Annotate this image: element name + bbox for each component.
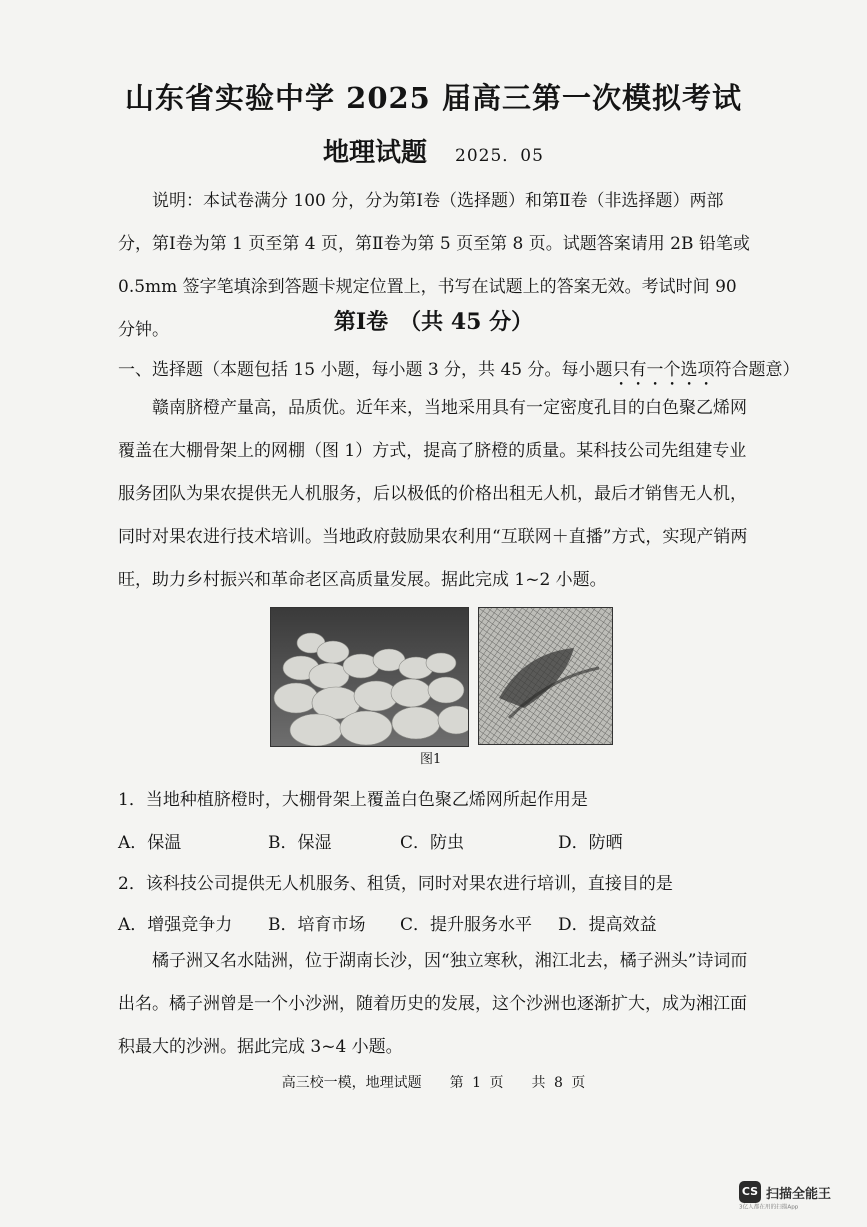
question-1-stem: 1．当地种植脐橙时，大棚骨架上覆盖白色聚乙烯网所起作用是 [118,790,588,810]
q2-option-c: C．提升服务水平 [400,915,533,935]
passage-1: 赣南脐橙产量高，品质优。近年来，当地采用具有一定密度孔目的白色聚乙烯网覆盖在大棚骨架上的网棚（图 1）方式，提高了脐橙的质量。某科技公司先组建专业服务团队为果农提供无人机服务，后以极低的价格出租无人机，最后才销售无人机，同时对果农进行技术培训。当地政府鼓励果农利用“互联网＋直播”方式，实现产销两旺，助力乡村振兴和革命老区高质量发展。据此完成 1~2 小题。 [118,398,748,590]
part-heading [118,355,800,390]
subject-title: 地理试题 [323,138,428,168]
scanner-tagline: 3亿人都在用的扫描App [739,1203,799,1211]
net-closeup-photo [478,607,613,745]
part-heading-suffix: 符合题意） [714,360,800,380]
scanner-logo-icon: CS [739,1181,761,1203]
q1-option-d: D．防晒 [558,833,623,853]
q1-option-b: B．保湿 [268,833,332,853]
passage-2: 橘子洲又名水陆洲，位于湖南长沙，因“独立寒秋，湘江北去，橘子洲头”诗词而出名。橘子洲曾是一个小沙洲，随着历史的发展，这个沙洲也逐渐扩大，成为湘江面积最大的沙洲。据此完成 3~4 小题。 [118,951,748,1057]
question-2-stem: 2．该科技公司提供无人机服务、租赁，同时对果农进行培训，直接目的是 [118,874,673,894]
part-heading-prefix: 一、选择题（本题包括 15 小题，每小题 3 分，共 45 分。每小题 [118,360,613,380]
instructions: 说明：本试卷满分 100 分，分为第Ⅰ卷（选择题）和第Ⅱ卷（非选择题）两部分，第Ⅰ卷为第 1 页至第 4 页，第Ⅱ卷为第 5 页至第 8 页。试题答案请用 2B 铅笔或 0.5mm 签字笔填涂到答题卡规定位置上，书写在试题上的答案无效。考试时间 90 分钟。 [118,191,750,340]
scanner-watermark [739,1181,857,1209]
section-title: 第Ⅰ卷 （共 45 分） [333,309,534,335]
q2-option-d: D．提高效益 [558,915,657,935]
part-heading-emphasis: 只有一个选项 [612,360,715,380]
exam-title: 山东省实验中学 2025 届高三第一次模拟考试 [125,81,742,115]
exam-subtitle [0,132,867,169]
page-footer: 高三校一模，地理试题 第 1 页 共 8 页 [281,1075,586,1091]
net-shed-photo [270,607,469,747]
q1-option-c: C．防虫 [400,833,465,853]
figure-caption: 图1 [420,752,442,767]
q2-option-b: B．培育市场 [268,915,366,935]
q2-option-a: A．增强竞争力 [118,915,233,935]
q1-option-a: A．保温 [118,833,182,853]
exam-date: 2025．05 [455,146,544,166]
scanner-name: 扫描全能王 [766,1187,832,1202]
